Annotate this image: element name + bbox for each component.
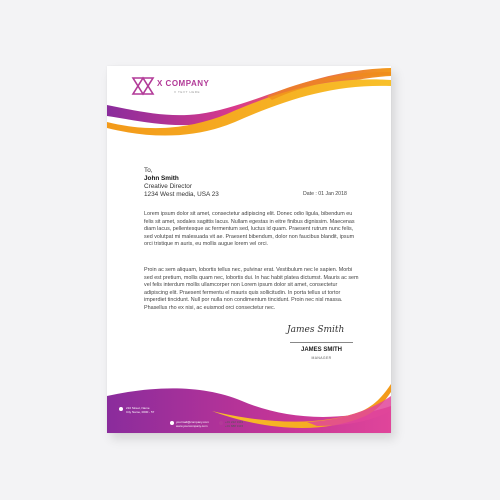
- footer-email: yourmail@company.com: [176, 420, 209, 424]
- footer-phone-2: +01 888 3115: [225, 424, 244, 428]
- footer-website: www.yourcompany.com: [176, 424, 208, 428]
- body-paragraph-1: Lorem ipsum dolor sit amet, consectetur adipiscing elit. Donec odio ligula, bibendum eu felis sit amet, sodales sagittis lacus. Nullam egestas in eitre finibus dignissim. Maecenas diam lacus, pellentesque ac fermentum sed, luctus id quam. Praesent rutrum nunc felis, sed volutpat mi malesuada vit ae. Praesent bibendum, dolor non faucibus blandit, ipsum orci tristique m auris, eu mollis augue lorem vel orci.: [144, 211, 355, 248]
- footer-address: [126, 406, 154, 414]
- footer-address-line1: 210 Street, Name: [126, 406, 150, 410]
- body-paragraph-2: Proin ac sem aliquam, lobortis tellus nec, pulvinar erat. Vestibulum nec le sapien. Morbi sed est pretium, mollis quam nec, lobortis dui. In hac habit platea dictumst. Mauris ac sem vel felis interdum mollis ullamcorper non Lorem ipsum dolor sit amet, consectetur adipiscing elit. Praesent fermentu el mauris quis sollicitudin. In porta tellus ut tortor imperdiet tincidunt. Null por nulla non condimentum tincidunt. Proin nec nisl massa. Phasellus rho ex nisi, ac euismod orci consectetur nec.: [144, 267, 359, 311]
- location-icon: [119, 407, 123, 411]
- recipient-block: [144, 167, 219, 199]
- letterhead-page: [107, 66, 391, 433]
- company-tagline: X TEXT HERE: [174, 90, 201, 94]
- handwritten-signature: James Smith: [287, 325, 345, 335]
- recipient-title: Creative Director: [144, 183, 192, 190]
- company-logo-icon: [131, 76, 155, 96]
- recipient-salutation: To,: [144, 167, 153, 174]
- phone-icon: [219, 421, 223, 425]
- footer-email-block: [176, 420, 209, 428]
- footer-phone-1: +01 222 3115: [225, 420, 244, 424]
- footer-phone-block: [225, 420, 243, 428]
- company-name: X COMPANY: [157, 79, 210, 88]
- footer-address-line2: City Name, 0000 - 57: [126, 410, 155, 414]
- recipient-name: John Smith: [144, 175, 179, 182]
- signature-line: [290, 342, 353, 343]
- letter-date: Date : 01 Jan 2018: [303, 191, 347, 197]
- recipient-address: 1234 West media, USA 23: [144, 191, 219, 198]
- decorative-waves: [107, 66, 391, 433]
- signatory-role: MANAGER: [311, 356, 332, 360]
- signatory-name: JAMES SMITH: [300, 347, 342, 353]
- email-icon: [170, 421, 174, 425]
